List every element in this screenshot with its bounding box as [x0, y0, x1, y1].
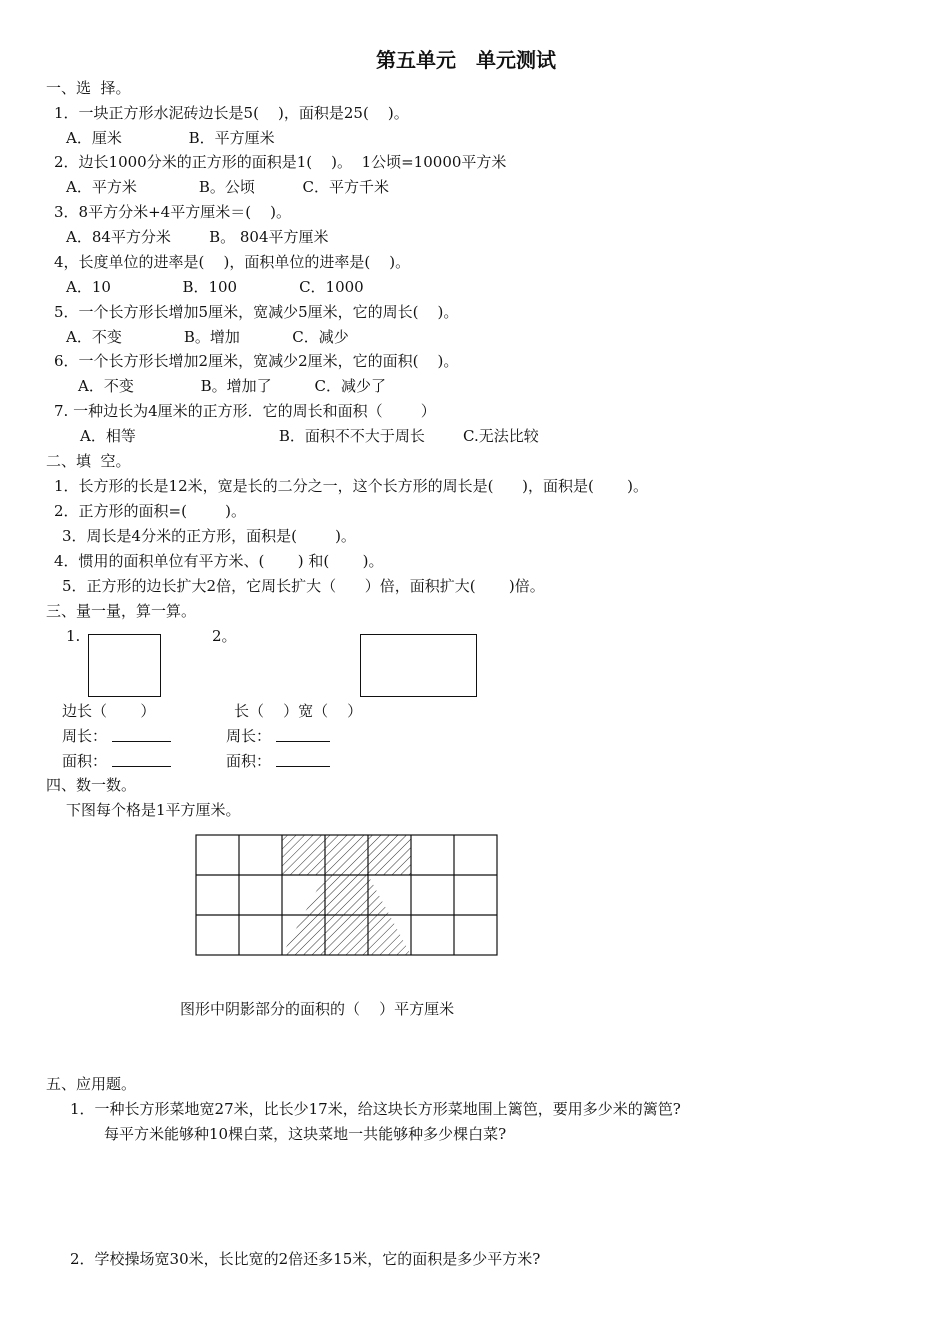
choice-question-4: 4，长度单位的进率是( )，面积单位的进率是( )。	[54, 253, 411, 271]
choice-question-6: 6．一个长方形长增加2厘米，宽减少2厘米，它的面积( )。	[54, 352, 459, 370]
area-label-2: 面积：	[226, 752, 272, 770]
area-answer-line-2	[276, 766, 330, 767]
grid-caption: 图形中阴影部分的面积的（ ）平方厘米	[180, 1000, 455, 1018]
section-heading-choice: 一、选 择。	[46, 79, 131, 97]
choice-options-3: A．84平方分米 B。 804平方厘米	[66, 228, 329, 246]
section-heading-measure: 三、量一量，算一算。	[46, 602, 197, 620]
fill-question-5: 5．正方形的边长扩大2倍，它周长扩大（ ）倍，面积扩大( )倍。	[62, 577, 545, 595]
choice-options-2: A．平方米 B。公顷 C．平方千米	[66, 178, 389, 196]
section-heading-count: 四、数一数。	[46, 776, 137, 794]
choice-options-4: A．10 B．100 C．1000	[66, 278, 364, 296]
perimeter-answer-line-1	[112, 741, 171, 742]
apply-question-2: 2．学校操场宽30米，长比宽的2倍还多15米，它的面积是多少平方米?	[70, 1250, 541, 1268]
perimeter-label-1: 周长：	[62, 727, 108, 745]
perimeter-label-2: 周长：	[226, 727, 272, 745]
choice-question-3: 3．8平方分米+4平方厘米＝( )。	[54, 203, 291, 221]
grid-intro-text: 下图每个格是1平方厘米。	[66, 801, 241, 819]
area-label-1: 面积：	[62, 752, 108, 770]
choice-options-7: A．相等 B．面积不不大于周长 C.无法比较	[80, 427, 539, 445]
measure-number-1: 1.	[66, 627, 81, 645]
measure-number-2: 2。	[212, 627, 237, 645]
choice-question-2: 2．边长1000分米的正方形的面积是1( )。 1公顷=10000平方米	[54, 153, 507, 171]
section-heading-fill: 二、填 空。	[46, 452, 131, 470]
square-figure	[88, 634, 161, 697]
choice-options-1: A．厘米 B．平方厘米	[66, 129, 275, 147]
shaded-grid-figure	[195, 834, 499, 958]
choice-question-5: 5．一个长方形长增加5厘米，宽减少5厘米，它的周长( )。	[54, 303, 459, 321]
choice-question-7: 7. 一种边长为4厘米的正方形．它的周长和面积（ ）	[54, 402, 436, 420]
rectangle-figure	[360, 634, 477, 697]
apply-question-1b: 每平方米能够种10棵白菜，这块菜地一共能够种多少棵白菜?	[104, 1125, 507, 1143]
length-width-label: 长（ ）宽（ ）	[234, 702, 363, 720]
choice-options-5: A．不变 B。增加 C．减少	[66, 328, 349, 346]
fill-question-2: 2．正方形的面积=( )。	[54, 502, 246, 520]
choice-options-6: A．不变 B。增加了 C．减少了	[78, 377, 386, 395]
fill-question-3: 3．周长是4分米的正方形，面积是( )。	[62, 527, 356, 545]
fill-question-4: 4．惯用的面积单位有平方米、( ) 和( )。	[54, 552, 384, 570]
section-heading-apply: 五、应用题。	[46, 1075, 137, 1093]
page-title: 第五单元 单元测试	[376, 48, 556, 72]
choice-question-1: 1．一块正方形水泥砖边长是5( )，面积是25( )。	[54, 104, 409, 122]
area-answer-line-1	[112, 766, 171, 767]
perimeter-answer-line-2	[276, 741, 330, 742]
side-length-label: 边长（ ）	[62, 702, 156, 720]
fill-question-1: 1．长方形的长是12米，宽是长的二分之一，这个长方形的周长是( )，面积是( )。	[54, 477, 649, 495]
apply-question-1a: 1．一种长方形菜地宽27米，比长少17米，给这块长方形菜地围上篱笆，要用多少米的篱笆?	[70, 1100, 681, 1118]
